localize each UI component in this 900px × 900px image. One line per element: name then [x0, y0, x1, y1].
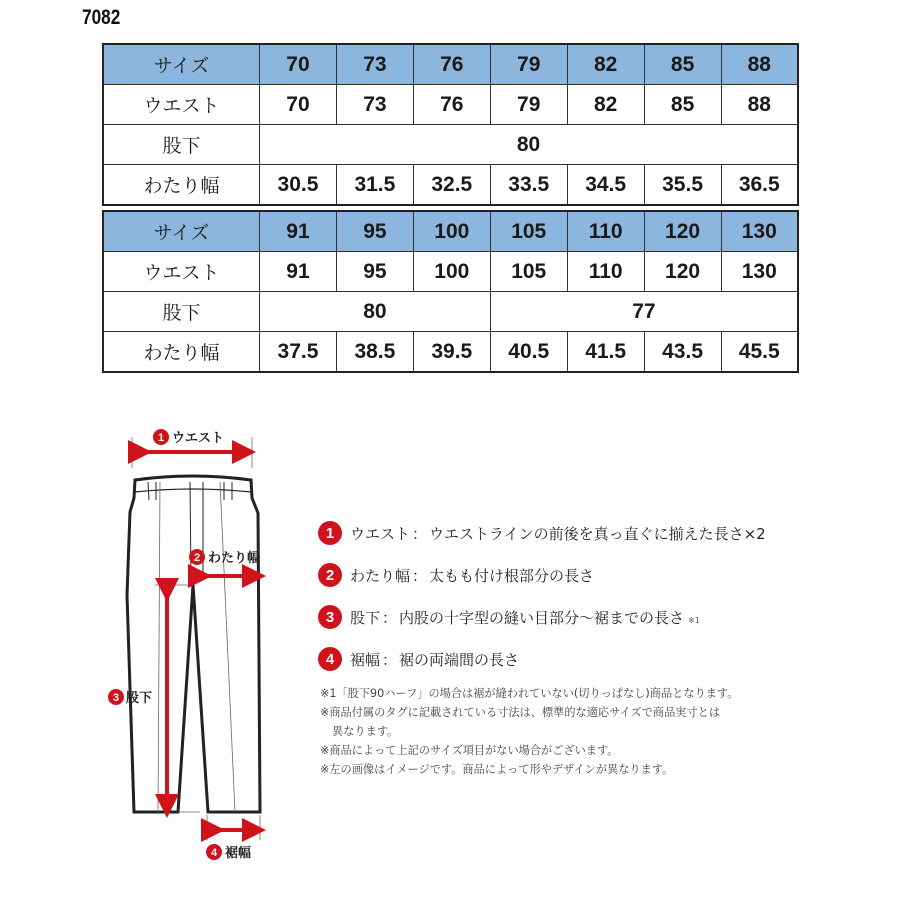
table-cell: 34.5: [567, 165, 644, 206]
row-label: わたり幅: [103, 165, 260, 206]
legend-term: わたり幅: [350, 566, 411, 585]
header-cell: 73: [336, 44, 413, 85]
table-cell: 35.5: [644, 165, 721, 206]
number-badge-icon: 3: [318, 605, 342, 629]
legend-separator: ：: [412, 524, 428, 543]
table-cell: 70: [260, 85, 337, 125]
table-cell: 31.5: [336, 165, 413, 206]
table-cell: 37.5: [260, 332, 337, 373]
table-row-inseam: [103, 125, 798, 165]
number-badge-icon: 4: [318, 647, 342, 671]
table-cell: 33.5: [490, 165, 567, 206]
table-cell: 43.5: [644, 332, 721, 373]
legend-item-inseam: [318, 596, 838, 638]
header-label: サイズ: [103, 211, 260, 252]
header-cell: 70: [260, 44, 337, 85]
row-label: 股下: [103, 292, 260, 332]
header-cell: 95: [336, 211, 413, 252]
table-cell: 41.5: [567, 332, 644, 373]
header-cell: 100: [413, 211, 490, 252]
legend-separator: ：: [382, 650, 398, 669]
table-row-thigh: [103, 165, 798, 206]
table-cell: 36.5: [721, 165, 798, 206]
table-cell: 95: [336, 252, 413, 292]
hem-width-measure: [206, 815, 260, 861]
table-cell: 45.5: [721, 332, 798, 373]
table-header-row: [103, 44, 798, 85]
notes: [320, 684, 800, 779]
svg-text:4: 4: [210, 847, 218, 859]
header-cell: 91: [260, 211, 337, 252]
model-number: 7082: [82, 6, 121, 29]
table-cell: 120: [644, 252, 721, 292]
table-row-waist: [103, 85, 798, 125]
table-header-row: [103, 211, 798, 252]
header-cell: 105: [490, 211, 567, 252]
row-label: わたり幅: [103, 332, 260, 373]
number-badge-icon: 1: [318, 521, 342, 545]
waist-measure: [132, 429, 252, 468]
table-cell: 85: [644, 85, 721, 125]
svg-text:わたり幅: わたり幅: [208, 551, 261, 566]
header-cell: 82: [567, 44, 644, 85]
measurement-legend: [318, 512, 838, 680]
table-row-waist: [103, 252, 798, 292]
table-cell-merged: 80: [260, 125, 799, 165]
svg-text:裾幅: 裾幅: [225, 846, 252, 861]
table-row-thigh: [103, 332, 798, 373]
legend-description: ウエストラインの前後を真っ直ぐに揃えた長さ×2: [429, 524, 766, 543]
footnote-ref: ※1: [688, 615, 700, 625]
table-cell: 105: [490, 252, 567, 292]
note-line: ※商品付属のタグに記載されている寸法は、標準的な適応サイズで商品実寸とは: [320, 706, 721, 719]
legend-description: 太もも付け根部分の長さ: [429, 566, 595, 585]
table-cell-merged: 77: [490, 292, 798, 332]
table-cell: 30.5: [260, 165, 337, 206]
table-cell: 76: [413, 85, 490, 125]
row-label: ウエスト: [103, 252, 260, 292]
header-cell: 79: [490, 44, 567, 85]
table-cell: 91: [260, 252, 337, 292]
table-cell: 38.5: [336, 332, 413, 373]
table-cell: 40.5: [490, 332, 567, 373]
table-cell: 100: [413, 252, 490, 292]
header-cell: 130: [721, 211, 798, 252]
row-label: 股下: [103, 125, 260, 165]
number-badge-icon: 2: [318, 563, 342, 587]
header-cell: 88: [721, 44, 798, 85]
table-cell: 73: [336, 85, 413, 125]
legend-item-thigh: [318, 554, 838, 596]
svg-text:2: 2: [193, 552, 201, 564]
size-table-2: [102, 210, 799, 373]
svg-text:3: 3: [112, 692, 120, 704]
legend-description: 裾の両端間の長さ: [399, 650, 520, 669]
legend-separator: ：: [412, 566, 428, 585]
table-cell: 110: [567, 252, 644, 292]
pants-measurement-diagram: [90, 420, 290, 870]
header-label: サイズ: [103, 44, 260, 85]
svg-text:股下: 股下: [126, 691, 153, 706]
header-cell: 110: [567, 211, 644, 252]
note-line: ※1「股下90ハーフ」の場合は裾が縫われていない(切りっぱなし)商品となります。: [320, 687, 739, 700]
svg-text:ウエスト: ウエスト: [172, 431, 225, 446]
header-cell: 76: [413, 44, 490, 85]
table-cell: 130: [721, 252, 798, 292]
table-cell: 79: [490, 85, 567, 125]
legend-term: 裾幅: [350, 650, 381, 669]
legend-item-waist: [318, 512, 838, 554]
legend-separator: ：: [382, 608, 398, 627]
legend-term: 股下: [350, 608, 381, 627]
note-line: 異なります。: [332, 725, 399, 738]
svg-text:1: 1: [157, 432, 165, 444]
header-cell: 85: [644, 44, 721, 85]
row-label: ウエスト: [103, 85, 260, 125]
table-cell: 32.5: [413, 165, 490, 206]
table-cell: 39.5: [413, 332, 490, 373]
table-cell: 82: [567, 85, 644, 125]
legend-term: ウエスト: [350, 524, 411, 543]
pants-outline: [127, 476, 260, 812]
table-cell: 88: [721, 85, 798, 125]
header-cell: 120: [644, 211, 721, 252]
size-table-1: [102, 43, 799, 206]
legend-description: 内股の十字型の縫い目部分〜裾までの長さ: [399, 608, 685, 627]
table-row-inseam: [103, 292, 798, 332]
legend-item-hem: [318, 638, 838, 680]
note-line: ※左の画像はイメージです。商品によって形やデザインが異なります。: [320, 763, 674, 776]
table-cell-merged: 80: [260, 292, 491, 332]
note-line: ※商品によって上記のサイズ項目がない場合がございます。: [320, 744, 619, 757]
